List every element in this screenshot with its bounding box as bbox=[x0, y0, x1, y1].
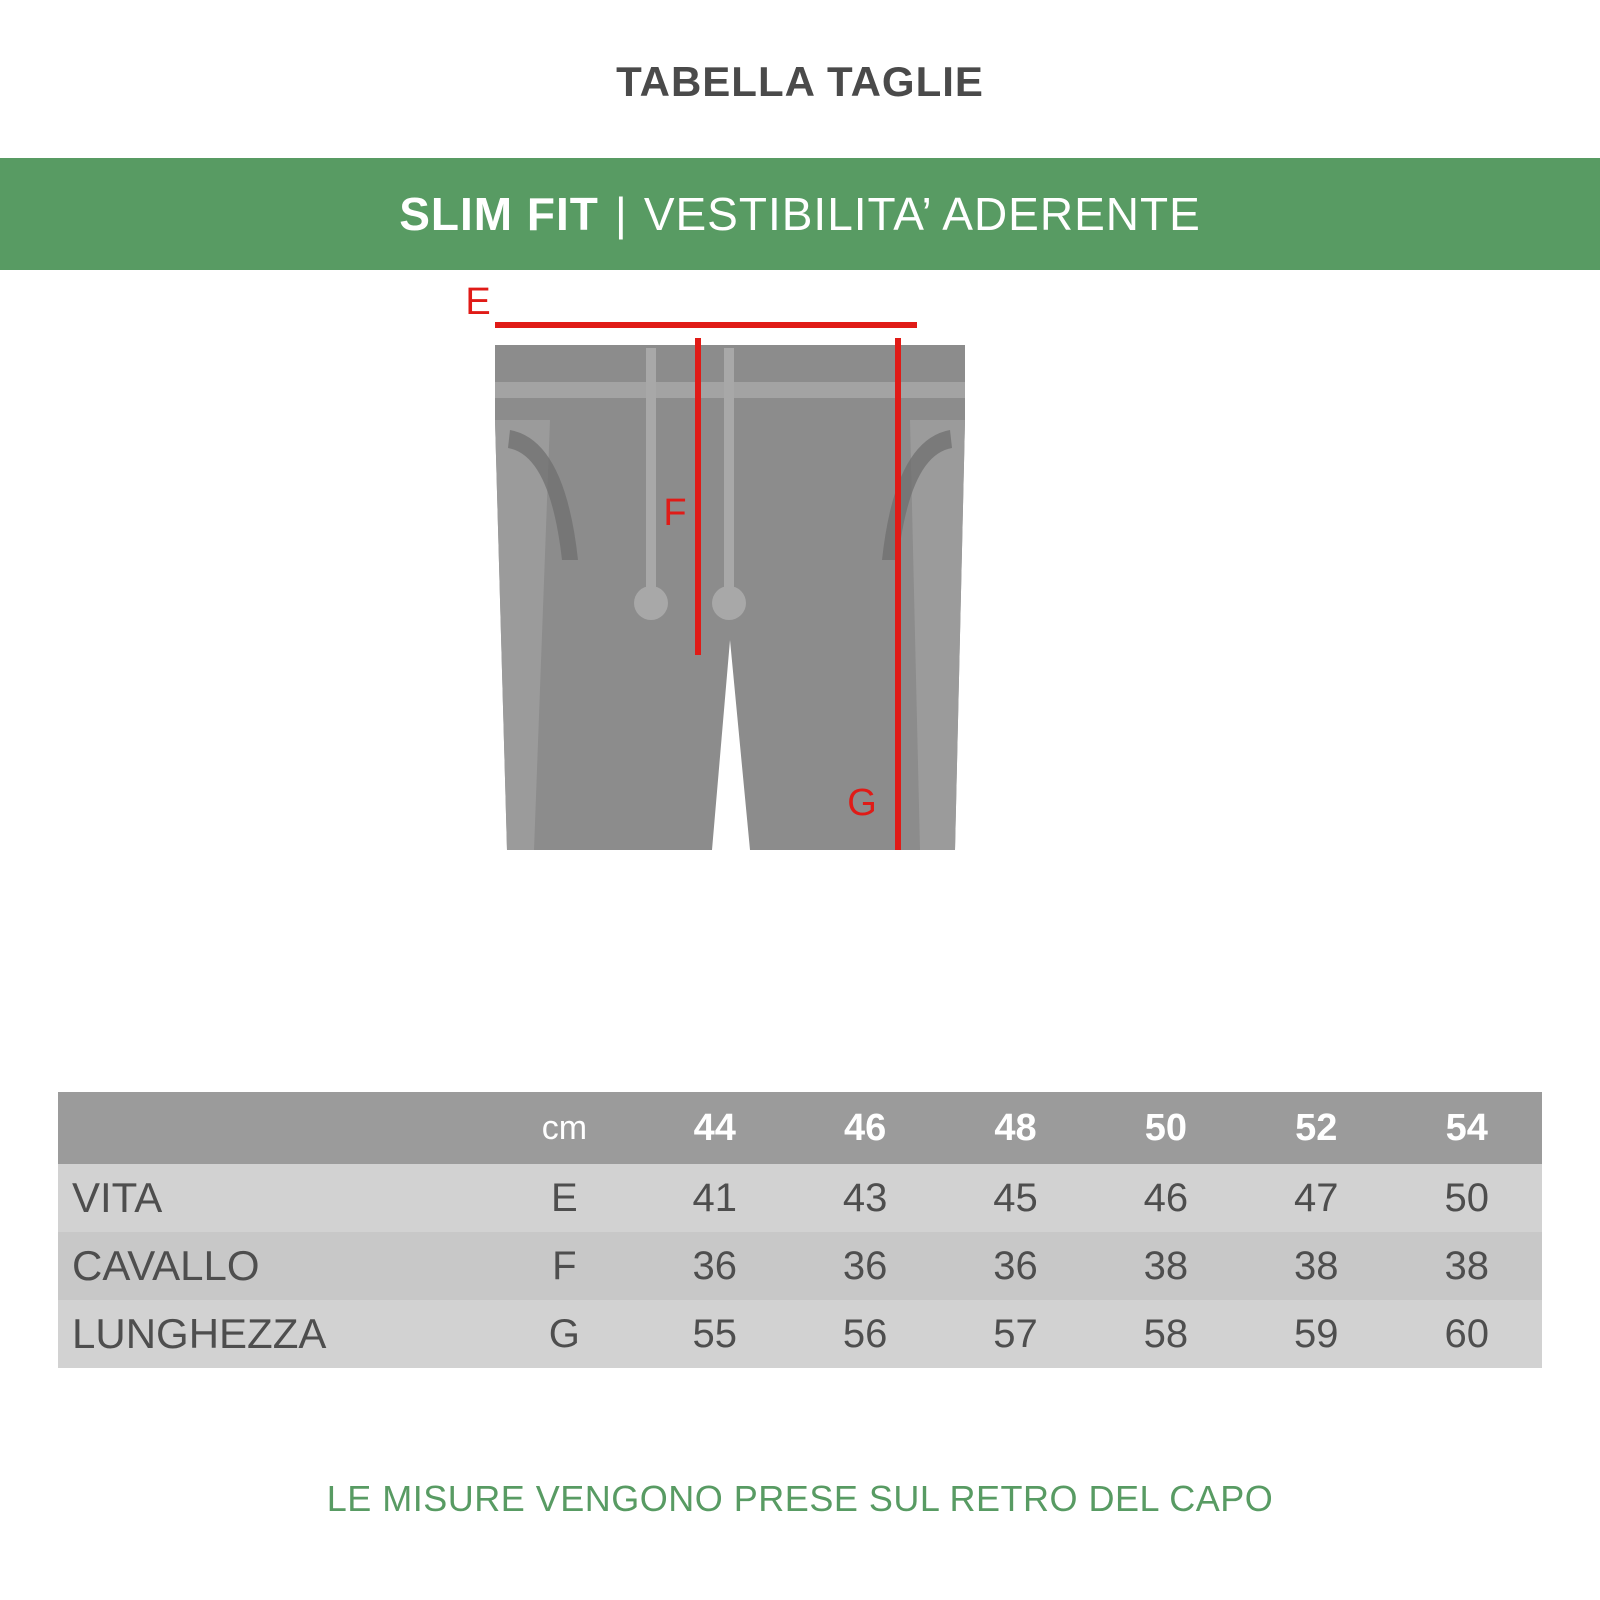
table-row bbox=[58, 1164, 1542, 1232]
row-code-lunghezza: G bbox=[548, 1311, 580, 1356]
measure-label-e: E bbox=[465, 281, 491, 323]
header-size-50: 50 bbox=[1144, 1106, 1188, 1149]
size-table-body bbox=[58, 1164, 1542, 1368]
header-size-44: 44 bbox=[693, 1106, 736, 1149]
cell-cavallo-54: 38 bbox=[1444, 1243, 1489, 1288]
cell-vita-44: 41 bbox=[692, 1175, 737, 1220]
size-table-header-row bbox=[58, 1092, 1542, 1164]
cell-vita-50: 46 bbox=[1143, 1175, 1189, 1220]
cell-cavallo-50: 38 bbox=[1143, 1243, 1189, 1288]
shorts-diagram-svg bbox=[450, 270, 1150, 920]
cell-vita-52: 47 bbox=[1294, 1175, 1339, 1220]
garment-illustration bbox=[0, 270, 1600, 920]
header-size-52: 52 bbox=[1295, 1106, 1338, 1149]
measure-label-f: F bbox=[663, 492, 687, 534]
banner-separator: | bbox=[614, 188, 628, 240]
cell-vita-54: 50 bbox=[1444, 1175, 1489, 1220]
cell-cavallo-44: 36 bbox=[692, 1243, 737, 1288]
cell-lunghezza-46: 56 bbox=[842, 1311, 888, 1356]
header-size-46: 46 bbox=[843, 1106, 887, 1149]
cell-vita-48: 45 bbox=[993, 1175, 1038, 1220]
table-row bbox=[58, 1300, 1542, 1368]
size-table-head bbox=[58, 1092, 1542, 1164]
cell-vita-46: 43 bbox=[842, 1175, 888, 1220]
size-table bbox=[58, 1092, 1542, 1368]
cell-lunghezza-52: 59 bbox=[1294, 1311, 1339, 1356]
cell-lunghezza-44: 55 bbox=[692, 1311, 737, 1356]
row-label-vita: VITA bbox=[72, 1174, 163, 1221]
measure-label-g: G bbox=[847, 782, 877, 824]
row-label-lunghezza: LUNGHEZZA bbox=[72, 1310, 327, 1357]
cell-cavallo-48: 36 bbox=[993, 1243, 1038, 1288]
fit-banner bbox=[0, 158, 1600, 270]
header-blank bbox=[58, 1092, 489, 1164]
cell-cavallo-46: 36 bbox=[842, 1243, 888, 1288]
table-row bbox=[58, 1232, 1542, 1300]
row-code-cavallo: F bbox=[552, 1243, 577, 1288]
header-size-54: 54 bbox=[1445, 1106, 1488, 1149]
row-code-vita: E bbox=[551, 1175, 578, 1220]
shorts-shape bbox=[495, 345, 965, 850]
header-unit: cm bbox=[541, 1108, 588, 1147]
footer-note: LE MISURE VENGONO PRESE SUL RETRO DEL CAPO bbox=[326, 1478, 1274, 1519]
size-table-container bbox=[58, 1092, 1542, 1368]
page-title: TABELLA TAGLIE bbox=[616, 58, 984, 105]
cell-lunghezza-54: 60 bbox=[1444, 1311, 1489, 1356]
fit-label: SLIM FIT bbox=[399, 188, 599, 240]
header-size-48: 48 bbox=[994, 1106, 1037, 1149]
row-label-cavallo: CAVALLO bbox=[72, 1242, 260, 1289]
cell-lunghezza-48: 57 bbox=[993, 1311, 1038, 1356]
cell-lunghezza-50: 58 bbox=[1143, 1311, 1189, 1356]
fit-description: VESTIBILITA’ ADERENTE bbox=[643, 188, 1201, 240]
cell-cavallo-52: 38 bbox=[1294, 1243, 1339, 1288]
fit-banner-text bbox=[399, 187, 1201, 241]
